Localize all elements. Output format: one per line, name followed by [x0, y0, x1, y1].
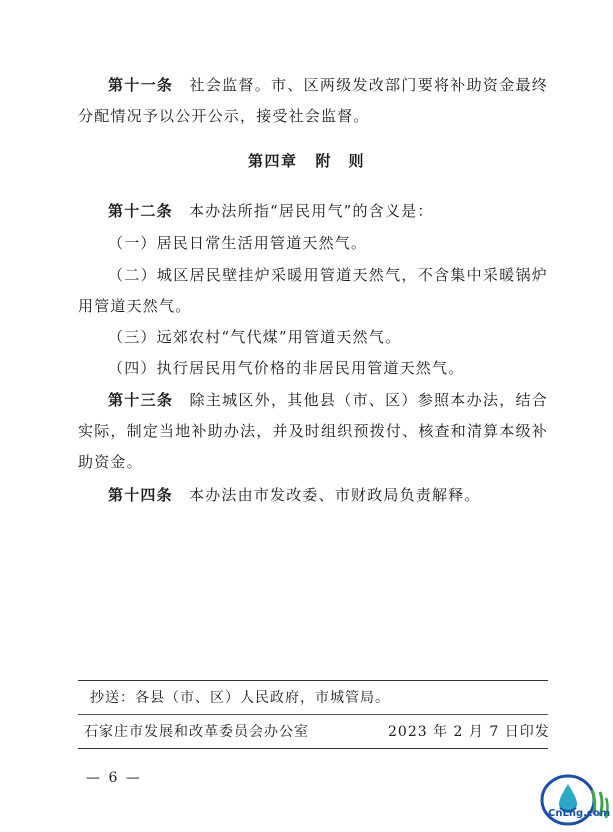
page-number: — 6 — [86, 770, 142, 786]
article-11-label: 第十一条 [108, 76, 174, 94]
article-13-text: 除主城区外，其他县（市、区）参照本办法，结合实际，制定当地补助办法，并及时组织预拨付、核查和清算本级补助资金。 [78, 391, 549, 471]
cc-line: 抄送：各县（市、区）人民政府，市城管局。 [90, 690, 390, 706]
chapter-title: 附 则 [315, 152, 366, 170]
chapter-heading [0, 146, 613, 177]
article-12-label: 第十二条 [108, 202, 173, 220]
lng-drop-logo-icon [538, 770, 610, 830]
article-12-item-4: （四）执行居民用气价格的非居民用管道天然气。 [108, 359, 465, 377]
article-11-text: 社会监督。市、区两级发改部门要将补助资金最终分配情况予以公开公示，接受社会监督。 [78, 76, 549, 125]
article-13-label: 第十三条 [108, 391, 174, 409]
issue-date: 2023 年 2 月 7 日印发 [388, 724, 550, 740]
watermark-text: CnLng.com [548, 808, 611, 819]
article-12-item-1: （一）居民日常生活用管道天然气。 [108, 234, 368, 252]
article-12-item-2: （二）城区居民壁挂炉采暖用管道天然气，不含集中采暖锅炉用管道天然气。 [78, 266, 548, 315]
article-14 [78, 480, 548, 511]
footer-rule-top [78, 680, 548, 681]
issuer: 石家庄市发展和改革委员会办公室 [84, 724, 309, 740]
footer-rule-middle [78, 714, 548, 715]
footer-rule-bottom [78, 748, 548, 749]
article-12-item-3: （三）远郊农村“气代煤”用管道天然气。 [108, 328, 402, 346]
article-12 [78, 196, 548, 227]
article-14-text: 本办法由市发改委、市财政局负责解释。 [189, 486, 481, 504]
article-11 [78, 70, 548, 132]
article-13 [78, 385, 548, 478]
article-14-label: 第十四条 [108, 486, 173, 504]
chapter-number: 第四章 [247, 152, 298, 170]
article-12-text: 本办法所指“居民用气”的含义是： [189, 202, 434, 220]
